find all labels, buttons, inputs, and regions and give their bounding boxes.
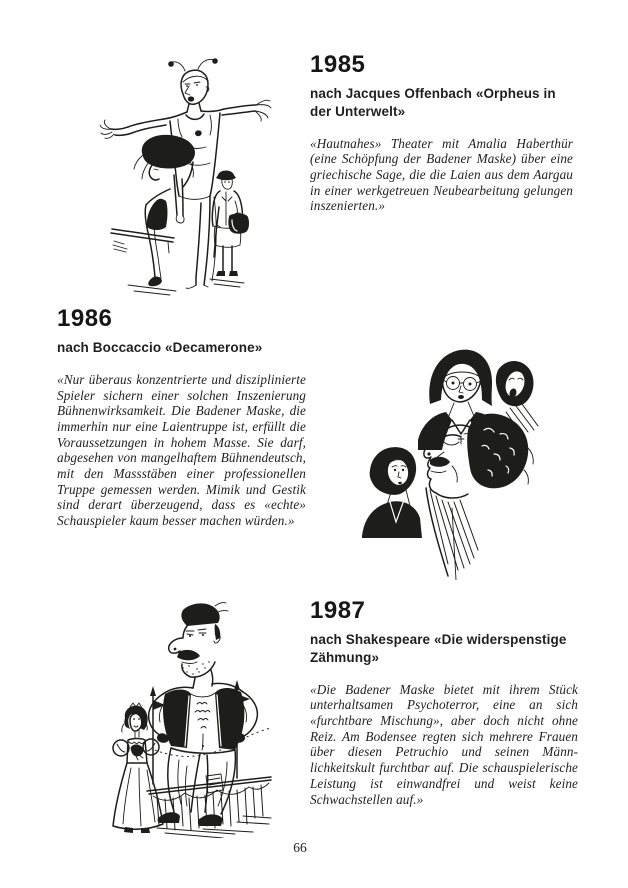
review-quote-1987: «Die Badener Maske bietet mit ihrem Stück unterhaltsamen Psychoterror, eine an sich «furchtbare Mischung», aber doch nicht ohne Reiz. Am Bodensee regten sich mehrere Frauen über diesen Petruchio und seinen Männlichkeitskult furchtbar auf. Die schauspielerische Leistung ist einwandfrei und weist keine Schwachstellen auf.»	[310, 681, 578, 807]
production-heading-1985: nach Jacques Offenbach «Orpheus in der Unterwelt»	[310, 86, 556, 119]
entry-1985-text	[310, 53, 573, 214]
entry-1986-text	[57, 307, 306, 529]
year-heading-1985: 1985	[310, 51, 366, 78]
production-heading-1987: nach Shakespeare «Die widerspenstige Zähmung»	[310, 632, 567, 665]
illustration-1987-petruchio	[103, 600, 275, 838]
illustration-1986-decamerone	[360, 338, 542, 580]
production-heading-1986: nach Boccaccio «Decamerone»	[57, 340, 263, 355]
year-heading-1987: 1987	[310, 597, 366, 624]
year-heading-1986: 1986	[57, 305, 113, 332]
page-number: 66	[293, 840, 307, 855]
entry-1987-text	[310, 599, 578, 807]
illustration-1985-orpheus	[98, 57, 293, 299]
review-quote-1986: «Nur überaus konzentrierte und disziplinierte Spieler sichern einer solchen Inszenierung Bühnenwirksamkeit. Die Badener Maske, die immerhin nur eine Laientruppe ist, erfüllt die Voraussetzungen in hohem Masse. Sie darf, abgesehen von mangelhaftem Bühnendeutsch, mit den Massstäben einer professionellen Truppe gemessen werden. Mimik und Gestik sind derart überzeugend, dass es «echte» Schauspieler kaum besser machen würden.»	[57, 371, 306, 529]
review-quote-1985: «Hautnahes» Theater mit Amalia Haberthür (eine Schöpfung der Badener Maske) über eine griechische Sage, die die Laien aus dem Aargau in einer werkgetreuen Neubearbeitung gelungen inszenierten.»	[310, 135, 573, 214]
